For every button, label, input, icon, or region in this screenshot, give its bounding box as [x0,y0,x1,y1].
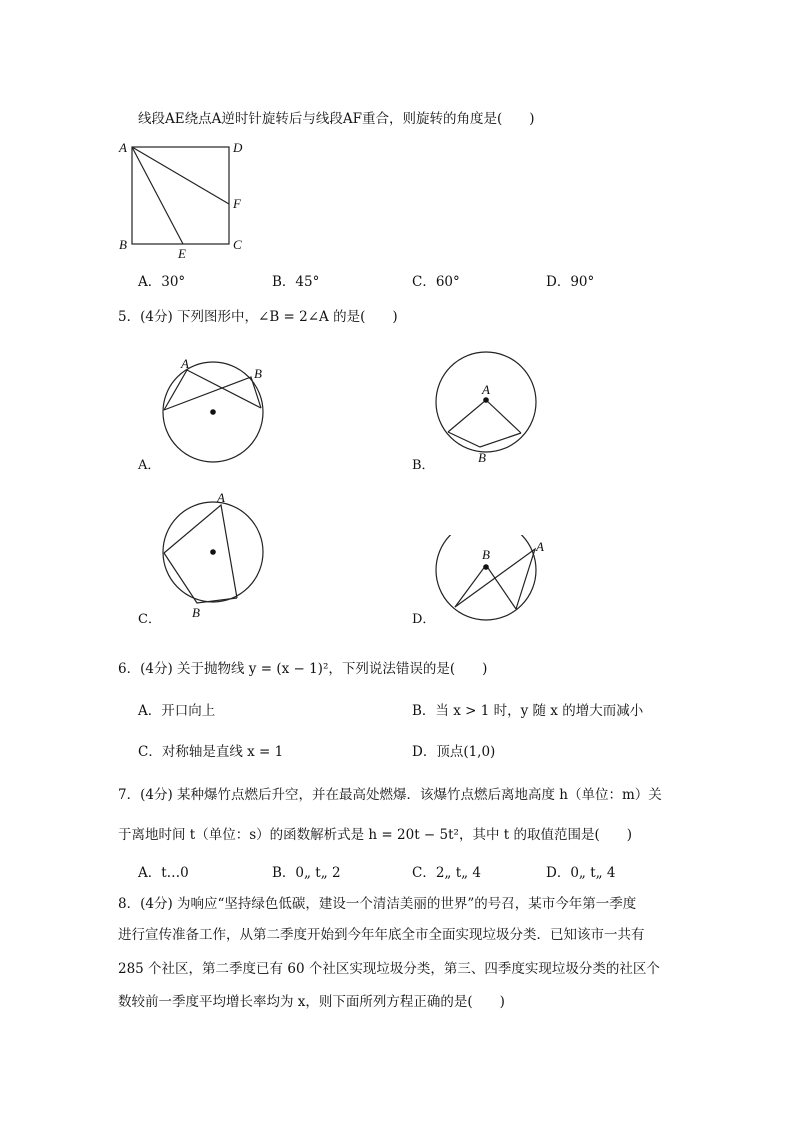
q7-option-c: C．2„ t„ 4 [412,865,482,881]
q5b-label-a: A [482,382,490,397]
q5-figure-c [155,490,280,620]
q8-line1: 8．(4分) 为响应“坚持绿色低碳，建设一个清洁美丽的世界”的号召，某市今年第一季度 [118,896,637,912]
label-A: A [119,140,127,155]
q5a-label-a: A [181,356,189,371]
q6-option-a: A．开口向上 [138,703,216,719]
q5-figure-b [430,350,550,470]
q8-line4: 数较前一季度平均增长率均为 x，则下面所列方程正确的是( ) [118,994,505,1010]
q5c-label-a: A [217,490,225,505]
label-C: C [233,237,242,252]
q4-square-figure [115,138,255,263]
q5-option-b-label: B． [412,458,435,473]
q7-stem-line1: 7．(4分) 某种爆竹点燃后升空，并在最高处燃爆．该爆竹点燃后离地高度 h（单位：m）关 [118,787,662,803]
q5d-label-a: A [536,539,544,554]
q7-option-b: B．0„ t„ 2 [272,865,341,881]
q5-option-d-label: D． [412,612,436,627]
q6-option-b: B．当 x > 1 时，y 随 x 的增大而减小 [412,703,644,719]
label-E: E [178,246,186,261]
q5a-label-b: B [254,366,262,381]
q8-line3: 285 个社区，第二季度已有 60 个社区实现垃圾分类，第三、四季度实现垃圾分类的社区个 [118,961,660,977]
q7-option-a: A．t…0 [138,865,189,881]
label-D: D [233,140,243,155]
label-F: F [233,196,241,211]
q4-option-d: D．90° [546,274,595,290]
q6-option-c: C．对称轴是直线 x = 1 [138,744,284,760]
q5c-label-b: B [192,605,200,620]
q5-stem: 5．(4分) 下列图形中，∠B = 2∠A 的是( ) [118,309,398,325]
q5-figure-a [155,350,280,470]
q5d-label-b: B [482,547,490,562]
q4-stem: 线段AE绕点A逆时针旋转后与线段AF重合，则旋转的角度是( ) [138,111,535,127]
q5-option-a-label: A． [138,458,161,473]
q5-option-c-label: C． [138,612,161,627]
q8-line2: 进行宣传准备工作，从第二季度开始到今年年底全市全面实现垃圾分类．已知该市一共有 [118,927,645,943]
q5b-label-b: B [478,450,486,465]
q7-stem-line2: 于离地时间 t（单位：s）的函数解析式是 h = 20t − 5t²，其中 t 的取值范围是( ) [118,827,632,843]
q5-figure-d [430,535,555,630]
q6-option-d: D．顶点(1,0) [412,744,496,760]
q7-option-d: D．0„ t„ 4 [546,865,616,881]
q4-option-c: C．60° [412,274,460,290]
q4-option-b: B．45° [272,274,320,290]
q4-option-a: A．30° [138,274,186,290]
label-B: B [119,237,127,252]
q6-stem: 6．(4分) 关于抛物线 y = (x − 1)²，下列说法错误的是( ) [118,661,488,677]
